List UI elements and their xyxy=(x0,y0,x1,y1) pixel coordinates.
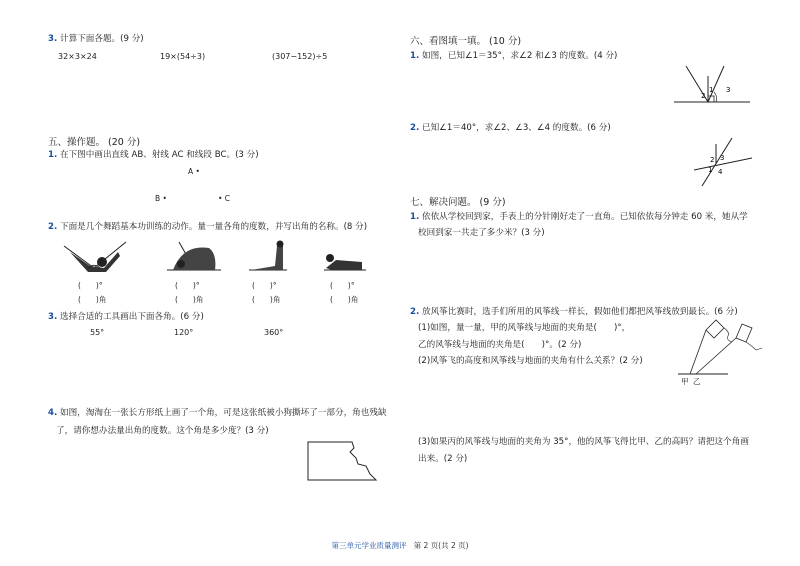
angle-55: 55° xyxy=(90,328,105,337)
angle-120: 120° xyxy=(174,328,194,337)
s5-q1-body: 在下图中画出直线 AB、射线 AC 和线段 BC。(3 分) xyxy=(59,150,259,160)
s7-q2-sub2: (2)风筝飞的高度和风筝线与地面的夹角有什么关系？(2 分) xyxy=(418,356,643,366)
s6-q2-num: 2. xyxy=(410,123,420,133)
s5-q2-text xyxy=(48,221,367,233)
fig1-degree-blank[interactable]: ( )° xyxy=(78,281,103,290)
s7-q2-sub1b: 乙的风筝线与地面的夹角是( )°。(2 分) xyxy=(418,340,582,350)
section5-title-text: 五、操作题。 xyxy=(48,137,106,148)
s5-q4-line1 xyxy=(48,407,387,419)
fig2-label-2: 2 xyxy=(710,156,715,164)
torn-paper-figure xyxy=(306,440,378,482)
s6-q2-text xyxy=(410,122,611,134)
page-footer xyxy=(0,540,800,551)
point-c: • C xyxy=(218,194,231,203)
s5-q4-num: 4. xyxy=(48,408,58,418)
fig2-degree-blank[interactable]: ( )° xyxy=(175,281,200,290)
angle-figure-1 xyxy=(672,62,752,106)
fig2-name-blank[interactable]: ( )角 xyxy=(175,295,204,304)
kite-figure xyxy=(676,318,766,380)
section7-title-text: 七、解决问题。 xyxy=(410,197,477,208)
fig3-degree-blank[interactable]: ( )° xyxy=(252,281,277,290)
point-b: B • xyxy=(155,194,167,203)
s5-q1-num: 1. xyxy=(48,150,58,160)
fig4-degree-blank[interactable]: ( )° xyxy=(330,281,355,290)
dancer-figure-4 xyxy=(322,246,368,276)
s5-q2-num: 2. xyxy=(48,222,58,232)
kite-label-jia: 甲 xyxy=(681,377,689,386)
section7-score: (9 分) xyxy=(479,197,506,208)
fig1-name-blank[interactable]: ( )角 xyxy=(78,295,107,304)
fig1-label-3: 3 xyxy=(726,86,731,94)
s5-q3-text xyxy=(48,311,204,323)
section5-title xyxy=(48,134,140,148)
s6-q1-text xyxy=(410,50,617,62)
angle-figure-2 xyxy=(692,136,754,188)
s7-q2-sub3b: 出来。(2 分) xyxy=(418,454,468,464)
footer-unit: 第三单元学业质量测评 xyxy=(331,541,407,550)
s6-q1-num: 1. xyxy=(410,51,420,61)
dancer-figure-1 xyxy=(60,238,130,278)
s7-q2-sub1a: (1)如图，量一量，甲的风筝线与地面的夹角是( )°， xyxy=(418,323,631,333)
s5-q2-body: 下面是几个舞蹈基本功训练的动作。量一量各角的度数，并写出角的名称。(8 分) xyxy=(59,222,368,232)
fig2-label-3: 3 xyxy=(720,154,725,162)
s6-q2-body: 已知∠1＝40°，求∠2、∠3、∠4 的度数。(6 分) xyxy=(421,123,611,133)
fig1-label-2: 2 xyxy=(701,92,706,100)
s7-q2-body: 放风筝比赛时，选手们所用的风筝线一样长，假如他们都把风筝线放到最长。(6 分) xyxy=(421,307,738,317)
calc-expr-3: (307−152)÷5 xyxy=(272,52,328,61)
s7-q2-text xyxy=(410,306,738,318)
q3-calc-heading xyxy=(48,33,144,45)
s7-q1-num: 1. xyxy=(410,212,420,222)
point-a: A • xyxy=(188,167,200,176)
q3-text: 计算下面各题。(9 分) xyxy=(59,34,144,44)
s5-q3-num: 3. xyxy=(48,312,58,322)
fig2-label-1: 1 xyxy=(708,166,713,174)
calc-expr-2: 19×(54÷3) xyxy=(160,52,206,61)
section7-title xyxy=(410,194,506,208)
s5-q4-body1: 如图，淘淘在一张长方形纸上画了一个角，可是这张纸被小狗撕坏了一部分，角也残缺 xyxy=(59,408,387,418)
fig2-label-4: 4 xyxy=(718,168,723,176)
calc-expr-1: 32×3×24 xyxy=(58,52,97,61)
fig4-name-blank[interactable]: ( )角 xyxy=(330,295,359,304)
section6-title xyxy=(410,33,521,47)
fig3-name-blank[interactable]: ( )角 xyxy=(252,295,281,304)
q3-num: 3. xyxy=(48,34,58,44)
s5-q3-body: 选择合适的工具画出下面各角。(6 分) xyxy=(59,312,204,322)
dancer-figure-3 xyxy=(245,240,291,276)
s7-q1-line2: 校回到家一共走了多少米？(3 分) xyxy=(418,228,545,238)
fig1-label-1: 1 xyxy=(709,86,714,94)
s6-q1-body: 如图，已知∠1＝35°，求∠2 和∠3 的度数。(4 分) xyxy=(421,51,618,61)
s7-q2-sub3a: (3)如果丙的风筝线与地面的夹角为 35°，他的风筝飞得比甲、乙的高吗？请把这个角画 xyxy=(418,437,749,447)
section5-score: (20 分) xyxy=(108,137,141,148)
s7-q1-line1 xyxy=(410,211,748,223)
angle-360: 360° xyxy=(264,328,284,337)
section6-title-text: 六、看图填一填。 xyxy=(410,36,487,47)
kite-label-yi: 乙 xyxy=(693,377,701,386)
s7-q2-num: 2. xyxy=(410,307,420,317)
section6-score: (10 分) xyxy=(489,36,522,47)
dancer-figure-2 xyxy=(165,240,225,276)
s5-q4-line2: 了，请你想办法量出角的度数。这个角是多少度？(3 分) xyxy=(56,426,269,436)
s7-q1-body1: 依依从学校回到家，手表上的分针刚好走了一直角。已知依依每分钟走 60 米，她从学 xyxy=(421,212,748,222)
footer-page: 第 2 页(共 2 页) xyxy=(413,541,469,550)
s5-q1-text xyxy=(48,149,259,161)
